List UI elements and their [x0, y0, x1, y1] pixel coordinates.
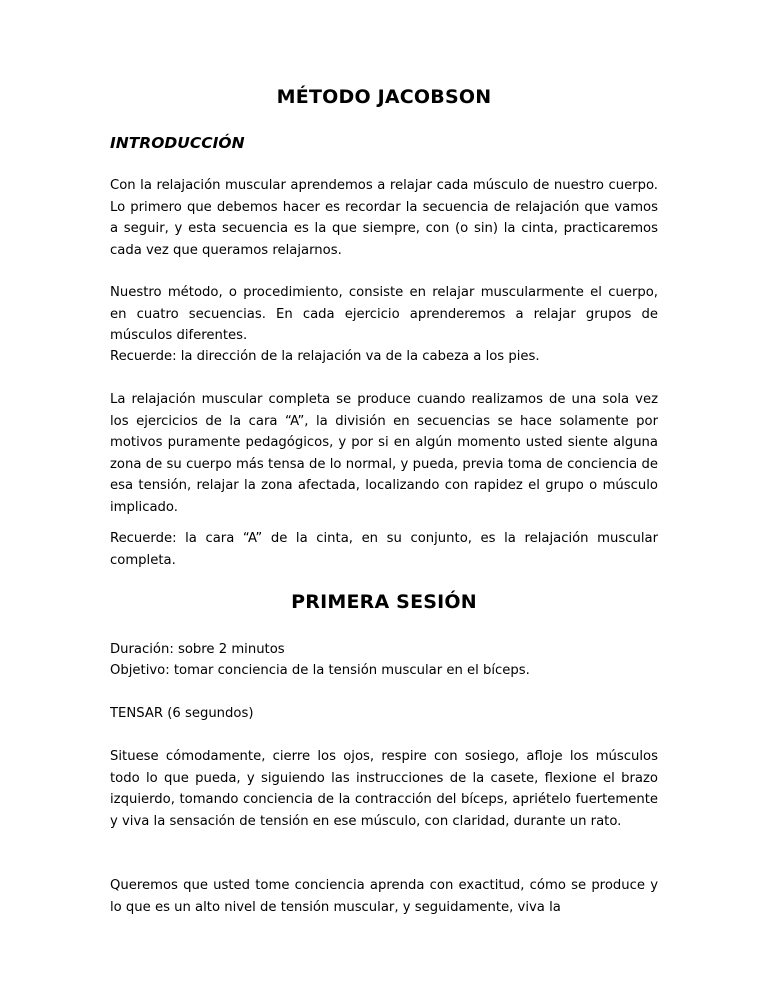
intro-heading: INTRODUCCIÓN: [110, 134, 245, 152]
session-objective: Objetivo: tomar conciencia de la tensión muscular en el bíceps.: [110, 663, 530, 678]
session-title: PRIMERA SESIÓN: [291, 591, 477, 613]
session-paragraph-1: Situese cómodamente, cierre los ojos, respire con sosiego, afloje los músculos todo lo que pueda, y siguiendo las instrucciones de la casete, flexione el brazo izquierdo, tomando conciencia de la contracción del bíceps, apriételo fuertemente y viva la sensación de tensión en ese músculo, con claridad, durante un rato.: [110, 749, 658, 829]
session-paragraph-2: Queremos que usted tome conciencia aprenda con exactitud, cómo se produce y lo que es un alto nivel de tensión muscular, y seguidamente, viva la: [110, 878, 658, 915]
intro-paragraph-1: Con la relajación muscular aprendemos a relajar cada músculo de nuestro cuerpo. Lo primero que debemos hacer es recordar la secuencia de relajación que vamos a seguir, y esta secuencia es la que siempre, con (o sin) la cinta, practicaremos cada vez que queramos relajarnos.: [110, 178, 658, 258]
intro-reminder-1: Recuerde: la dirección de la relajación va de la cabeza a los pies.: [110, 349, 540, 364]
document-title: MÉTODO JACOBSON: [276, 86, 492, 108]
session-duration: Duración: sobre 2 minutos: [110, 642, 285, 657]
intro-reminder-2: Recuerde: la cara “A” de la cinta, en su conjunto, es la relajación muscular completa.: [110, 531, 658, 568]
intro-paragraph-2: Nuestro método, o procedimiento, consiste en relajar muscularmente el cuerpo, en cuatro secuencias. En cada ejercicio aprenderemos a relajar grupos de músculos diferentes.: [110, 285, 658, 343]
tensar-label: TENSAR (6 segundos): [110, 706, 254, 721]
intro-paragraph-3: La relajación muscular completa se produce cuando realizamos de una sola vez los ejercicios de la cara “A”, la división en secuencias se hace solamente por motivos puramente pedagógicos, y por si en algún momento usted siente alguna zona de su cuerpo más tensa de lo normal, y pueda, previa toma de conciencia de esa tensión, relajar la zona afectada, localizando con rapidez el grupo o músculo implicado.: [110, 392, 658, 515]
